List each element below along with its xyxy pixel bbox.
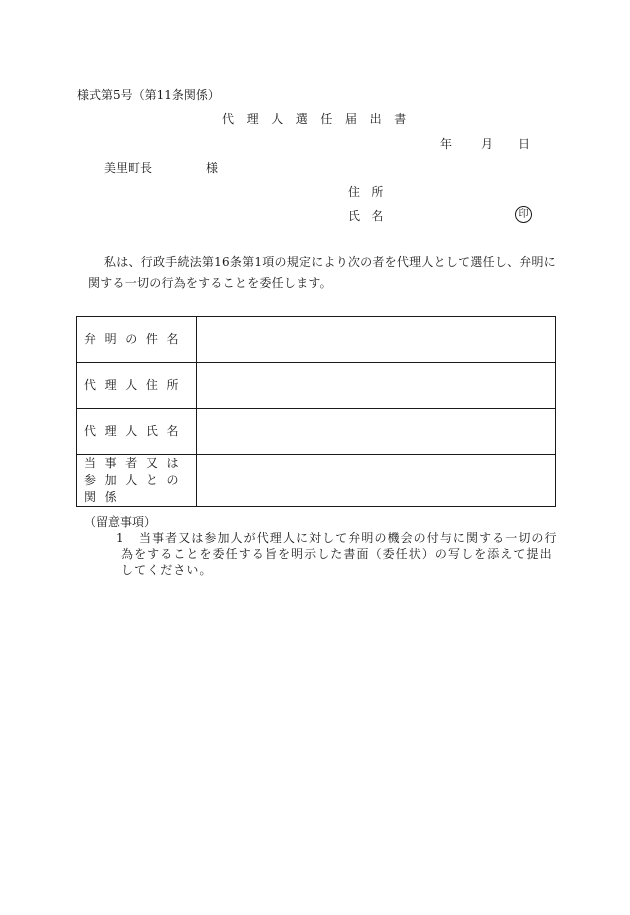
table-row [77,363,556,409]
table-row [77,409,556,455]
agent-address-field[interactable] [197,363,556,409]
body-paragraph: 私は、行政手続法第16条第1項の規定により次の者を代理人として選任し、弁明に関する一切の行為をすることを委任します。 [88,255,557,290]
applicant-address-label: 住所 [348,185,395,199]
form-number: 様式第5号（第11条関係） [77,88,220,102]
agent-address-label: 代理人住所 [77,363,197,409]
relationship-field[interactable] [197,455,556,507]
note-number: 1 [116,531,124,545]
relationship-label: 当事者又は参加人との関係 [77,455,197,507]
notes-heading: （留意事項） [84,515,157,529]
addressee-name: 美里町長 [104,161,153,175]
applicant-name-label: 氏名 [348,209,395,223]
delegation-table [76,316,556,507]
agent-name-field[interactable] [197,409,556,455]
table-row [77,455,556,507]
note-text: 当事者又は参加人が代理人に対して弁明の機会の付与に関する一切の行為をすることを委任する旨を明示した書面（委任状）の写しを添えて提出してください。 [121,531,558,577]
seal-mark-icon: 印 [515,206,532,223]
date-month-label: 月 [481,137,494,151]
date-year-label: 年 [440,137,453,151]
case-name-field[interactable] [197,317,556,363]
table-row [77,317,556,363]
addressee-honorific: 様 [206,161,219,175]
case-name-label: 弁明の件名 [77,317,197,363]
agent-name-label: 代理人氏名 [77,409,197,455]
document-title: 代理人選任届出書 [222,112,419,126]
date-day-label: 日 [518,137,531,151]
